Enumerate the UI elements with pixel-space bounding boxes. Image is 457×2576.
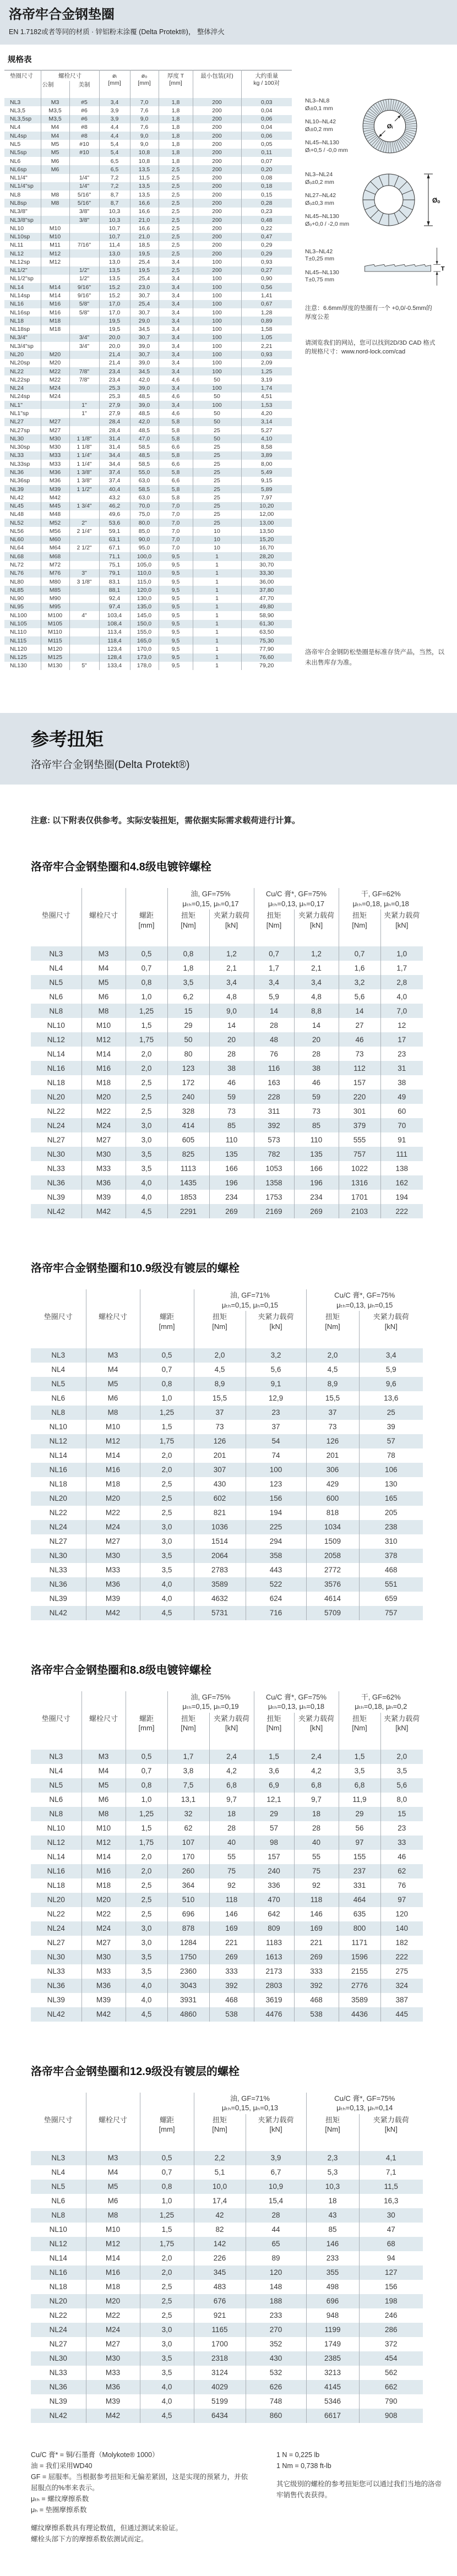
col-header-weight: 大约重量 kg / 100对 xyxy=(241,70,292,98)
col-header-inner-diameter: øᵢ [mm] xyxy=(99,70,130,98)
col-header-clamp-load: 夹紧力载荷 [kN] xyxy=(246,2114,306,2151)
inner-diameter-tolerance-block xyxy=(305,97,453,155)
table-row: NL39 M39 4,0 1853 234 1753 234 1701 194 xyxy=(31,1190,423,1204)
lubrication-group-header: 干, GF=62% μₜₕ=0,18, μₕ=0,2 xyxy=(339,1691,423,1713)
torque-table xyxy=(31,2093,423,2423)
table-row: NL3 M3 #5 3,4 7,0 1,8 200 0,03 xyxy=(4,98,292,106)
table-row: NL36 M36 1 3/8" 37,4 55,0 5,8 25 5,49 xyxy=(4,468,292,476)
table-row: NL125 M125 128,4 173,0 9,5 1 76,60 xyxy=(4,653,292,662)
lubrication-group-header: 油, GF=71% μₜₕ=0,15, μₕ=0,15 xyxy=(194,1289,306,1311)
table-row: NL85 M85 88,1 120,0 9,5 1 37,80 xyxy=(4,586,292,594)
table-row: NL22sp M22 7/8" 23,4 42,0 4,6 50 3,19 xyxy=(4,375,292,384)
table-row: NL30 M30 1 1/8" 31,4 47,0 5,8 50 4,10 xyxy=(4,434,292,443)
col-header-min-pack: 最小包装(对) xyxy=(193,70,241,98)
lubrication-group-header: Cu/C 膏*, GF=75% μₜₕ=0,13, μₕ=0,14 xyxy=(306,2093,423,2114)
col-header-torque: 扭矩 [Nm] xyxy=(306,1311,359,1348)
table-row: NL12 M12 1,75 126 54 126 57 xyxy=(31,1434,423,1448)
table-row: NL20sp M20 21,4 39,0 3,4 100 2,09 xyxy=(4,359,292,367)
col-header-washer-size: 垫圈尺寸 xyxy=(41,911,70,920)
footer-line: 油 = 我们采用WD40 xyxy=(31,2461,93,2470)
table-row: NL22 M22 2,5 696 146 642 146 635 120 xyxy=(31,1907,423,1921)
inner-diameter-dim-label: Øᵢ xyxy=(387,123,393,130)
table-row: NL27 M27 28,4 42,0 5,8 50 3,14 xyxy=(4,418,292,426)
table-row: NL24 M24 3,0 878 169 809 169 800 140 xyxy=(31,1921,423,1936)
thickness-tolerance-labels xyxy=(305,248,361,285)
lubrication-group-header: Cu/C 膏*, GF=75% μₜₕ=0,13, μₕ=0,15 xyxy=(306,1289,423,1311)
torque-table-section-4 xyxy=(31,2062,423,2423)
table-row: NL42 M42 4,5 5731 716 5709 757 xyxy=(31,1606,423,1620)
table-row: NL24 M24 3,0 1165 270 1199 286 xyxy=(31,2323,423,2337)
footer-line: GF = 屈服率。当根据参考扭矩和无偏差紧固，这是实现的预紧力，并依屈服点的%率来表示。 xyxy=(31,2472,248,2492)
table-row: NL5 M5 #10 5,4 9,0 1,8 200 0,05 xyxy=(4,140,292,148)
table-row: NL5 M5 0,8 7,5 6,8 6,9 6,8 6,8 5,6 xyxy=(31,1778,423,1793)
thickness-tolerance-block xyxy=(305,245,453,287)
torque-table-section-1 xyxy=(31,858,423,1218)
col-header-torque: 扭矩 [Nm] xyxy=(254,910,294,946)
table-row: NL39 M39 1 1/2" 40,4 58,5 5,8 25 5,89 xyxy=(4,485,292,493)
table-row: NL30 M30 3,5 1750 269 1613 269 1596 222 xyxy=(31,1950,423,1964)
col-header-clamp-load: 夹紧力载荷 [kN] xyxy=(294,910,339,946)
table-row: NL27sp M27 28,4 48,5 5,8 25 5,27 xyxy=(4,426,292,434)
table-row: NL12 M12 1,75 107 40 98 40 97 33 xyxy=(31,1836,423,1850)
table-row: NL24 M24 3,0 414 85 392 85 379 70 xyxy=(31,1118,423,1132)
table-row: NL68 M68 71,1 100,0 9,5 1 28,20 xyxy=(4,552,292,560)
table-row: NL110 M110 113,4 155,0 9,5 1 63,50 xyxy=(4,628,292,636)
table-row: NL27 M27 3,0 1514 294 1509 310 xyxy=(31,1534,423,1549)
table-row: NL3 M3 0,5 2,0 3,2 2,0 3,4 xyxy=(31,1348,423,1363)
table-row: NL1/4" 1/4" 7,2 11,5 2,5 200 0,08 xyxy=(4,174,292,182)
table-row: NL39 M39 4,0 3931 468 3619 468 3589 387 xyxy=(31,1993,423,2007)
col-header-pitch: 螺距 [mm] xyxy=(126,910,167,946)
col-header-metric: 公制 xyxy=(41,81,69,98)
page-subtitle: EN 1.7182或者等同的材质 · 锌铝粉末涂覆 (Delta Protekt®)， 整体淬火 xyxy=(9,28,225,36)
table-row: NL22 M22 7/8" 23,4 34,5 3,4 100 1,25 xyxy=(4,367,292,375)
table-row: NL33 M33 3,5 2783 443 2772 468 xyxy=(31,1563,423,1577)
spec-section xyxy=(0,53,457,670)
table-row: NL20 M20 2,5 602 156 600 165 xyxy=(31,1491,423,1506)
col-header-us: 美制 xyxy=(69,81,99,98)
table-row: NL1" 1" 27,9 39,0 3,4 100 1,53 xyxy=(4,401,292,409)
torque-table-title: 洛帝牢合金钢垫圈和4.8级电镀锌螺栓 xyxy=(31,861,211,874)
table-row: NL48 M48 49,6 75,0 7,0 25 12,00 xyxy=(4,510,292,519)
footer-line: Cu/C 膏* = 铜/石墨膏（Molykote® 1000） xyxy=(31,2450,159,2459)
col-header-bolt-size: 螺栓尺寸 xyxy=(81,910,126,946)
tolerance-item: NL3–NL8 Øᵢ±0,1 mm xyxy=(305,97,333,112)
col-header-clamp-load: 夹紧力载荷 [kN] xyxy=(209,910,254,946)
table-row: NL18 M18 19,5 29,0 3,4 100 0,89 xyxy=(4,317,292,325)
table-row: NL4 M4 0,7 3,8 4,2 3,6 4,2 3,5 3,5 xyxy=(31,1764,423,1778)
stock-availability-note: 洛帝牢合金钢防松垫圈是标准存货产品，当然，以未出售库存为准。 xyxy=(305,649,444,666)
table-row: NL42 M42 4,5 4860 538 4476 538 4436 445 xyxy=(31,2007,423,2022)
page-header-banner xyxy=(0,0,457,45)
col-header-washer-size: 垫圈尺寸 xyxy=(43,2115,73,2124)
table-row: NL6 M6 1,0 17,4 15,4 18 16,3 xyxy=(31,2194,423,2208)
table-row: NL10 M10 1,5 73 37 73 39 xyxy=(31,1420,423,1434)
lubrication-group-header: 油, GF=75% μₜₕ=0,15, μₕ=0,19 xyxy=(167,1691,254,1713)
torque-section-banner xyxy=(0,713,457,785)
cam-washer-diagram xyxy=(361,171,441,228)
col-header-torque: 扭矩 [Nm] xyxy=(167,1713,209,1750)
col-header-clamp-load: 夹紧力载荷 [kN] xyxy=(209,1713,254,1750)
table-row: NL27 M27 3,0 605 110 573 110 555 91 xyxy=(31,1132,423,1147)
table-row: NL90 M90 92,4 130,0 9,5 1 47,70 xyxy=(4,595,292,603)
table-row: NL18sp M18 19,5 34,5 3,4 100 1,58 xyxy=(4,325,292,334)
table-row: NL10 M10 1,5 82 44 85 47 xyxy=(31,2223,423,2237)
table-row: NL36 M36 4,0 1435 196 1358 196 1316 162 xyxy=(31,1175,423,1190)
col-header-torque: 扭矩 [Nm] xyxy=(339,910,380,946)
table-row: NL115 M115 118,4 165,0 9,5 1 75,30 xyxy=(4,636,292,645)
col-header-washer-size: 垫圈尺寸 xyxy=(41,1714,70,1723)
table-row: NL14 M14 9/16" 15,2 23,0 3,4 100 0,56 xyxy=(4,283,292,291)
table-row: NL1"sp 1" 27,9 48,5 4,6 50 4,20 xyxy=(4,409,292,417)
table-row: NL60 M60 63,1 90,0 7,0 10 15,20 xyxy=(4,536,292,544)
table-row: NL27 M27 3,0 1700 352 1749 372 xyxy=(31,2337,423,2351)
col-header-bolt-size: 螺栓尺寸 xyxy=(41,70,99,81)
lubrication-group-header: 油, GF=75% μₜₕ=0,15, μₕ=0,17 xyxy=(167,888,254,910)
footer-line: 螺纹摩擦系数具有理论数值，但通过测试来验证。 xyxy=(31,2524,183,2532)
table-row: NL22 M22 2,5 821 194 818 205 xyxy=(31,1506,423,1520)
table-row: NL20 M20 2,5 676 188 696 198 xyxy=(31,2294,423,2308)
table-row: NL42 M42 43,2 63,0 5,8 25 7,97 xyxy=(4,493,292,502)
table-row: NL3 M3 0,5 0,8 1,2 0,7 1,2 0,7 1,0 xyxy=(31,946,423,961)
col-header-pitch: 螺距 [mm] xyxy=(126,1713,167,1750)
table-row: NL3/4"sp 3/4" 20,0 39,0 3,4 100 2,21 xyxy=(4,342,292,350)
torque-table-title: 洛帝牢合金钢垫圈和8.8级电镀锌螺栓 xyxy=(31,1664,211,1676)
table-row: NL33 M33 3,5 1113 166 1053 166 1022 138 xyxy=(31,1161,423,1175)
table-row: NL3/8" 3/8" 10,3 16,6 2,5 200 0,23 xyxy=(4,208,292,216)
table-row: NL6 M6 1,0 13,1 9,7 12,1 9,7 11,9 8,0 xyxy=(31,1793,423,1807)
footer-line: 1 N = 0,225 lb xyxy=(276,2450,320,2459)
tolerance-item: NL10–NL42 Øᵢ±0,2 mm xyxy=(305,118,336,133)
table-row: NL4 M4 0,7 5,1 6,7 5,3 7,1 xyxy=(31,2165,423,2180)
table-row: NL24 M24 3,0 1036 225 1034 238 xyxy=(31,1520,423,1534)
footer-line: 螺栓头部下方的摩擦系数依测试而定。 xyxy=(31,2535,148,2543)
table-row: NL3,5 M3,5 #6 3,9 7,6 1,8 200 0,04 xyxy=(4,106,292,115)
table-row: NL12 M12 13,0 19,5 2,5 200 0,29 xyxy=(4,249,292,258)
table-row: NL24sp M24 25,3 48,5 4,6 50 4,51 xyxy=(4,393,292,401)
table-row: NL16 M16 2,0 123 38 116 38 112 31 xyxy=(31,1061,423,1075)
table-row: NL16 M16 2,0 260 75 240 75 237 62 xyxy=(31,1864,423,1878)
table-row: NL42 M42 4,5 2291 269 2169 269 2103 222 xyxy=(31,1204,423,1218)
torque-tables-container xyxy=(0,858,457,2423)
table-row: NL8 M8 5/16" 8,7 13,5 2,5 200 0,15 xyxy=(4,190,292,199)
table-row: NL5sp M5 #10 5,4 10,8 1,8 200 0,11 xyxy=(4,149,292,157)
col-header-clamp-load: 夹紧力载荷 [kN] xyxy=(294,1713,339,1750)
table-row: NL33sp M33 1 1/4" 34,4 58,5 6,6 25 8,00 xyxy=(4,460,292,468)
lubrication-group-header: 干, GF=62% μₜₕ=0,18, μₕ=0,18 xyxy=(339,888,423,910)
table-row: NL3 M3 0,5 2,2 3,9 2,3 4,1 xyxy=(31,2151,423,2165)
footer-line: 1 Nm = 0,738 ft-lb xyxy=(276,2461,331,2470)
torque-table xyxy=(31,1289,423,1620)
table-row: NL33 M33 1 1/4" 34,4 48,5 5,8 25 3,89 xyxy=(4,451,292,460)
table-row: NL14sp M14 9/16" 15,2 30,7 3,4 100 1,41 xyxy=(4,292,292,300)
table-row: NL130 M130 5" 133,4 178,0 9,5 1 79,20 xyxy=(4,662,292,670)
table-row: NL4 M4 #8 4,4 7,6 1,8 200 0,04 xyxy=(4,123,292,132)
table-row: NL33 M33 3,5 3124 532 3213 562 xyxy=(31,2366,423,2380)
table-row: NL8 M8 1,25 37 23 37 25 xyxy=(31,1406,423,1420)
table-row: NL18 M18 2,5 364 92 336 92 331 76 xyxy=(31,1878,423,1893)
col-header-bolt-size: 螺栓尺寸 xyxy=(81,1713,126,1750)
table-row: NL45 M45 1 3/4" 46,2 70,0 7,0 25 10,20 xyxy=(4,502,292,510)
table-row: NL6sp M6 6,5 13,5 2,5 200 0,20 xyxy=(4,165,292,173)
table-row: NL56 M56 2 1/4" 59,1 85,0 7,0 10 13,50 xyxy=(4,527,292,535)
table-row: NL1/2" 1/2" 13,5 19,5 2,5 200 0,27 xyxy=(4,266,292,275)
table-row: NL6 M6 1,0 15,5 12,9 15,5 13,6 xyxy=(31,1391,423,1406)
torque-table-title: 洛帝牢合金钢垫圈和12.9级没有镀层的螺栓 xyxy=(31,2065,240,2078)
col-header-bolt-size: 螺栓尺寸 xyxy=(86,1311,140,1348)
table-row: NL14 M14 2,0 226 89 233 94 xyxy=(31,2251,423,2265)
table-row: NL3,5sp M3,5 #6 3,9 9,0 1,8 200 0,06 xyxy=(4,115,292,123)
table-row: NL16 M16 5/8" 17,0 25,4 3,4 100 0,67 xyxy=(4,300,292,308)
tolerance-item: NL45–NL130 T±0,75 mm xyxy=(305,269,339,284)
torque-table-section-3 xyxy=(31,1661,423,2022)
inner-tolerance-labels xyxy=(305,97,361,155)
spec-heading: 规格表 xyxy=(8,55,32,64)
table-row: NL18 M18 2,5 172 46 163 46 157 38 xyxy=(31,1075,423,1090)
table-row: NL16sp M16 5/8" 17,0 30,7 3,4 100 1,28 xyxy=(4,308,292,317)
col-header-torque: 扭矩 [Nm] xyxy=(254,1713,294,1750)
table-row: NL33 M33 3,5 2360 333 2173 333 2155 275 xyxy=(31,1964,423,1979)
col-header-thickness: 厚度 T [mm] xyxy=(159,70,193,98)
torque-section-title: 参考扭矩 xyxy=(31,729,104,750)
table-row: NL52 M52 2" 53,6 80,0 7,0 25 13,00 xyxy=(4,519,292,527)
table-row: NL1/2"sp 1/2" 13,5 25,4 3,4 100 0,90 xyxy=(4,275,292,283)
table-row: NL30sp M30 1 1/8" 31,4 58,5 6,6 25 8,58 xyxy=(4,443,292,451)
col-header-clamp-load: 夹紧力载荷 [kN] xyxy=(380,1713,423,1750)
washer-cross-section-diagram xyxy=(361,245,449,287)
cad-website-note: 请浏览我们的网站，您可以找到2D/3D CAD 格式的规格尺寸：www.nord-lock.com/cad xyxy=(305,339,436,356)
torque-table xyxy=(31,888,423,1218)
col-header-outer-diameter: øₒ [mm] xyxy=(130,70,159,98)
table-row: NL64 M64 2 1/2" 67,1 95,0 7,0 10 16,70 xyxy=(4,544,292,552)
table-row: NL5 M5 0,8 10,0 10,9 10,3 11,5 xyxy=(31,2180,423,2194)
table-row: NL95 M95 97,4 135,0 9,5 1 49,80 xyxy=(4,603,292,611)
table-row: NL36 M36 4,0 4029 626 4145 662 xyxy=(31,2380,423,2394)
col-header-clamp-load: 夹紧力载荷 [kN] xyxy=(246,1311,306,1348)
table-row: NL8 M8 1,25 42 28 43 30 xyxy=(31,2208,423,2223)
torque-table-title: 洛帝牢合金钢垫圈和10.9级没有镀层的螺栓 xyxy=(31,1262,240,1275)
thickness-dim-label: T xyxy=(440,265,445,273)
table-row: NL16 M16 2,0 307 100 306 106 xyxy=(31,1463,423,1477)
spec-table-body xyxy=(4,98,292,670)
table-row: NL22 M22 2,5 921 233 948 246 xyxy=(31,2308,423,2323)
serrated-washer-diagram xyxy=(361,97,418,155)
table-row: NL20 M20 2,5 240 59 228 59 220 49 xyxy=(31,1090,423,1104)
table-row: NL16 M16 2,0 345 120 355 127 xyxy=(31,2265,423,2280)
table-row: NL12 M12 1,75 142 65 146 68 xyxy=(31,2237,423,2251)
tolerance-item: NL3–NL42 T±0,25 mm xyxy=(305,248,335,263)
table-row: NL18 M18 2,5 430 123 429 130 xyxy=(31,1477,423,1491)
table-row: NL100 M100 4" 103,4 145,0 9,5 1 58,90 xyxy=(4,611,292,619)
table-row: NL10 M10 1,5 29 14 28 14 27 12 xyxy=(31,1018,423,1032)
outer-tolerance-labels xyxy=(305,171,361,228)
table-row: NL8 M8 1,25 15 9,0 14 8,8 14 7,0 xyxy=(31,1004,423,1018)
torque-table xyxy=(31,1691,423,2022)
spec-diagrams-column xyxy=(305,70,453,670)
table-row: NL1/4"sp 1/4" 7,2 13,5 2,5 200 0,18 xyxy=(4,182,292,190)
footer-line: μₕ = 垫圈摩擦系数 xyxy=(31,2506,87,2514)
table-row: NL8 M8 1,25 32 18 29 18 29 15 xyxy=(31,1807,423,1821)
col-header-torque: 扭矩 [Nm] xyxy=(339,1713,380,1750)
table-row: NL39 M39 4,0 4632 624 4614 659 xyxy=(31,1592,423,1606)
outer-diameter-tolerance-block xyxy=(305,171,453,228)
footer-legend-right xyxy=(276,2449,442,2545)
table-row: NL24 M24 25,3 39,0 3,4 100 1,74 xyxy=(4,384,292,393)
table-row: NL10 M10 10,7 16,6 2,5 200 0,22 xyxy=(4,224,292,232)
outer-diameter-dim-label: Øₒ xyxy=(432,196,440,204)
table-row: NL5 M5 0,8 3,5 3,4 3,4 3,4 3,2 2,8 xyxy=(31,975,423,989)
table-row: NL8sp M8 5/16" 8,7 16,6 2,5 200 0,28 xyxy=(4,199,292,207)
lubrication-group-header: Cu/C 膏*, GF=75% μₜₕ=0,13, μₕ=0,18 xyxy=(254,1691,339,1713)
table-row: NL4 M4 0,7 4,5 5,6 4,5 5,9 xyxy=(31,1363,423,1377)
col-header-torque: 扭矩 [Nm] xyxy=(194,1311,246,1348)
tolerance-item: NL3–NL24 Øₒ±0,2 mm xyxy=(305,171,334,186)
table-row: NL30 M30 3,5 2064 358 2058 378 xyxy=(31,1549,423,1563)
table-row: NL4sp M4 #8 4,4 9,0 1,8 200 0,06 xyxy=(4,132,292,140)
table-row: NL10 M10 1,5 62 28 57 28 56 23 xyxy=(31,1821,423,1836)
col-header-washer-size: 垫圈尺寸 xyxy=(43,1312,73,1321)
table-row: NL39 M39 4,0 5199 748 5346 790 xyxy=(31,2394,423,2409)
footer-legend xyxy=(31,2449,457,2545)
col-header-bolt-size: 螺栓尺寸 xyxy=(86,2114,140,2151)
torque-table-section-2 xyxy=(31,1259,423,1620)
table-row: NL36 M36 4,0 3589 522 3576 551 xyxy=(31,1577,423,1592)
tolerance-item: NL45–NL130 Øᵢ+0,5 / -0,0 mm xyxy=(305,139,348,154)
torque-disclaimer-note: 注意: 以下附表仅供参考。实际安装扭矩，需依据实际需求载荷进行计算。 xyxy=(31,816,301,826)
table-row: NL5 M5 0,8 8,9 9,1 8,9 9,6 xyxy=(31,1377,423,1391)
table-row: NL11 M11 7/16" 11,4 18,5 2,5 200 0,29 xyxy=(4,241,292,249)
table-row: NL30 M30 3,5 825 135 782 135 757 111 xyxy=(31,1147,423,1161)
col-header-torque: 扭矩 [Nm] xyxy=(306,2114,359,2151)
table-row: NL6 M6 1,0 6,2 4,8 5,9 4,8 5,6 4,0 xyxy=(31,989,423,1004)
table-row: NL4 M4 0,7 1,8 2,1 1,7 2,1 1,6 1,7 xyxy=(31,961,423,975)
col-header-torque: 扭矩 [Nm] xyxy=(194,2114,246,2151)
torque-section-subtitle: 洛帝牢合金钢垫圈(Delta Protekt®) xyxy=(31,759,190,771)
table-row: NL120 M120 123,4 170,0 9,5 1 77,90 xyxy=(4,645,292,653)
lubrication-group-header: Cu/C 膏*, GF=75% μₜₕ=0,13, μₕ=0,17 xyxy=(254,888,339,910)
col-header-pitch: 螺距 [mm] xyxy=(140,2114,194,2151)
table-row: NL12sp M12 13,0 25,4 3,4 100 0,93 xyxy=(4,258,292,266)
table-row: NL42 M42 4,5 6434 860 6617 908 xyxy=(31,2409,423,2423)
col-header-torque: 扭矩 [Nm] xyxy=(167,910,209,946)
thickness-tolerance-note: 注意：6.6mm厚度的垫圈有一个 +0,0/-0.5mm的厚度公差 xyxy=(305,304,432,321)
col-header-clamp-load: 夹紧力载荷 [kN] xyxy=(380,910,423,946)
footer-line: 其它级别的螺栓的参考扭矩您可以通过我们当地的洛帝牢销售代表获得。 xyxy=(276,2480,442,2499)
tolerance-item: NL27–NL42 Øₒ±0,3 mm xyxy=(305,192,336,206)
tolerance-item: NL45–NL130 Øₒ+0,0 / -2,0 mm xyxy=(305,213,350,228)
table-row: NL14 M14 2,0 201 74 201 78 xyxy=(31,1448,423,1463)
spec-table xyxy=(4,70,292,670)
table-row: NL14 M14 2,0 80 28 76 28 73 23 xyxy=(31,1047,423,1061)
table-row: NL30 M30 3,5 2318 430 2385 454 xyxy=(31,2351,423,2366)
table-row: NL3/8"sp 3/8" 10,3 21,0 2,5 200 0,48 xyxy=(4,216,292,224)
table-row: NL20 M20 21,4 30,7 3,4 100 0,93 xyxy=(4,351,292,359)
table-row: NL12 M12 1,75 50 20 48 20 46 17 xyxy=(31,1032,423,1047)
table-row: NL36 M36 4,0 3043 392 2803 392 2776 324 xyxy=(31,1979,423,1993)
table-row: NL3/4" 3/4" 20,0 30,7 3,4 100 1,05 xyxy=(4,334,292,342)
table-row: NL105 M105 108,4 150,0 9,5 1 61,30 xyxy=(4,620,292,628)
table-row: NL6 M6 6,5 10,8 1,8 200 0,07 xyxy=(4,157,292,165)
table-row: NL72 M72 75,1 105,0 9,5 1 30,70 xyxy=(4,561,292,569)
table-row: NL20 M20 2,5 510 118 470 118 464 97 xyxy=(31,1893,423,1907)
footer-line: μₜₕ = 螺纹摩擦系数 xyxy=(31,2495,89,2503)
table-row: NL18 M18 2,5 483 148 498 156 xyxy=(31,2280,423,2294)
table-row: NL27 M27 3,0 1284 221 1183 221 1171 182 xyxy=(31,1936,423,1950)
col-header-clamp-load: 夹紧力载荷 [kN] xyxy=(359,1311,423,1348)
table-row: NL3 M3 0,5 1,7 2,4 1,5 2,4 1,5 2,0 xyxy=(31,1750,423,1764)
col-header-clamp-load: 夹紧力载荷 [kN] xyxy=(359,2114,423,2151)
footer-legend-left xyxy=(31,2449,250,2545)
table-row: NL10sp M10 10,7 21,0 2,5 200 0,47 xyxy=(4,233,292,241)
table-row: NL14 M14 2,0 170 55 157 55 155 46 xyxy=(31,1850,423,1864)
lubrication-group-header: 油, GF=71% μₜₕ=0,15, μₕ=0,13 xyxy=(194,2093,306,2114)
table-row: NL22 M22 2,5 328 73 311 73 301 60 xyxy=(31,1104,423,1118)
table-row: NL36sp M36 1 3/8" 37,4 63,0 6,6 25 9,15 xyxy=(4,477,292,485)
col-header-pitch: 螺距 [mm] xyxy=(140,1311,194,1348)
table-row: NL76 M76 3" 79,1 110,0 9,5 1 33,30 xyxy=(4,569,292,578)
table-row: NL80 M80 3 1/8" 83,1 115,0 9,5 1 36,00 xyxy=(4,578,292,586)
page-title: 洛帝牢合金钢垫圈 xyxy=(9,7,115,22)
col-header-washer-size: 垫圈尺寸 xyxy=(10,72,33,79)
